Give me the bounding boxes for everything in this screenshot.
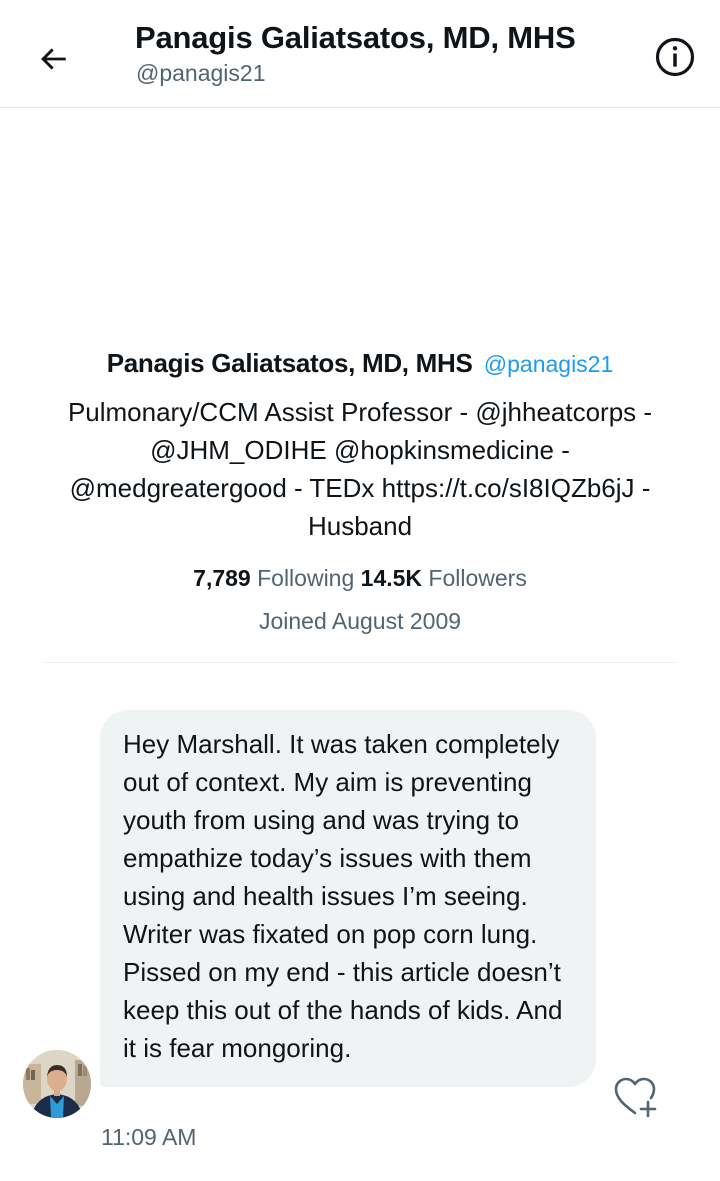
info-button[interactable] xyxy=(652,34,698,80)
following-link[interactable] xyxy=(193,565,354,591)
profile-name[interactable]: Panagis Galiatsatos, MD, MHS xyxy=(106,348,473,378)
header-handle: @panagis21 xyxy=(136,60,266,86)
divider xyxy=(44,662,676,663)
message-bubble[interactable]: Hey Marshall. It was taken completely out of context. My aim is preventing youth from using and was trying to empathize today’s issues with them using and health issues I’m seeing. Writer was fixated on pop corn lung. Pissed on my end - this article doesn’t keep this out of the hands of kids. And it is fear mongoring. xyxy=(100,710,596,1087)
avatar-image xyxy=(23,1050,91,1118)
message-timestamp: 11:09 AM xyxy=(101,1124,197,1150)
header-title: Panagis Galiatsatos, MD, MHS xyxy=(135,20,576,55)
followers-link[interactable] xyxy=(361,565,527,591)
profile-stats xyxy=(0,558,720,598)
followers-count: 14.5K xyxy=(360,565,423,591)
arrow-left-icon xyxy=(36,42,70,76)
conversation-header xyxy=(0,0,720,108)
profile-name-line xyxy=(0,340,720,387)
heart-plus-icon xyxy=(612,1075,658,1119)
back-button[interactable] xyxy=(30,36,76,82)
avatar[interactable] xyxy=(23,1050,91,1118)
followers-label: Followers xyxy=(428,565,527,591)
info-icon xyxy=(654,36,696,78)
profile-bio: Pulmonary/CCM Assist Professor - @jhheatcorps - @JHM_ODIHE @hopkinsmedicine - @medgreatergood - TEDx https://t.co/sI8IQZb6jJ - Husband xyxy=(67,397,653,541)
profile-summary xyxy=(0,340,720,641)
react-button[interactable] xyxy=(610,1074,660,1120)
joined-date: Joined August 2009 xyxy=(258,608,462,634)
following-count: 7,789 xyxy=(193,565,251,591)
profile-handle[interactable]: @panagis21 xyxy=(483,351,614,377)
following-label: Following xyxy=(257,565,355,591)
